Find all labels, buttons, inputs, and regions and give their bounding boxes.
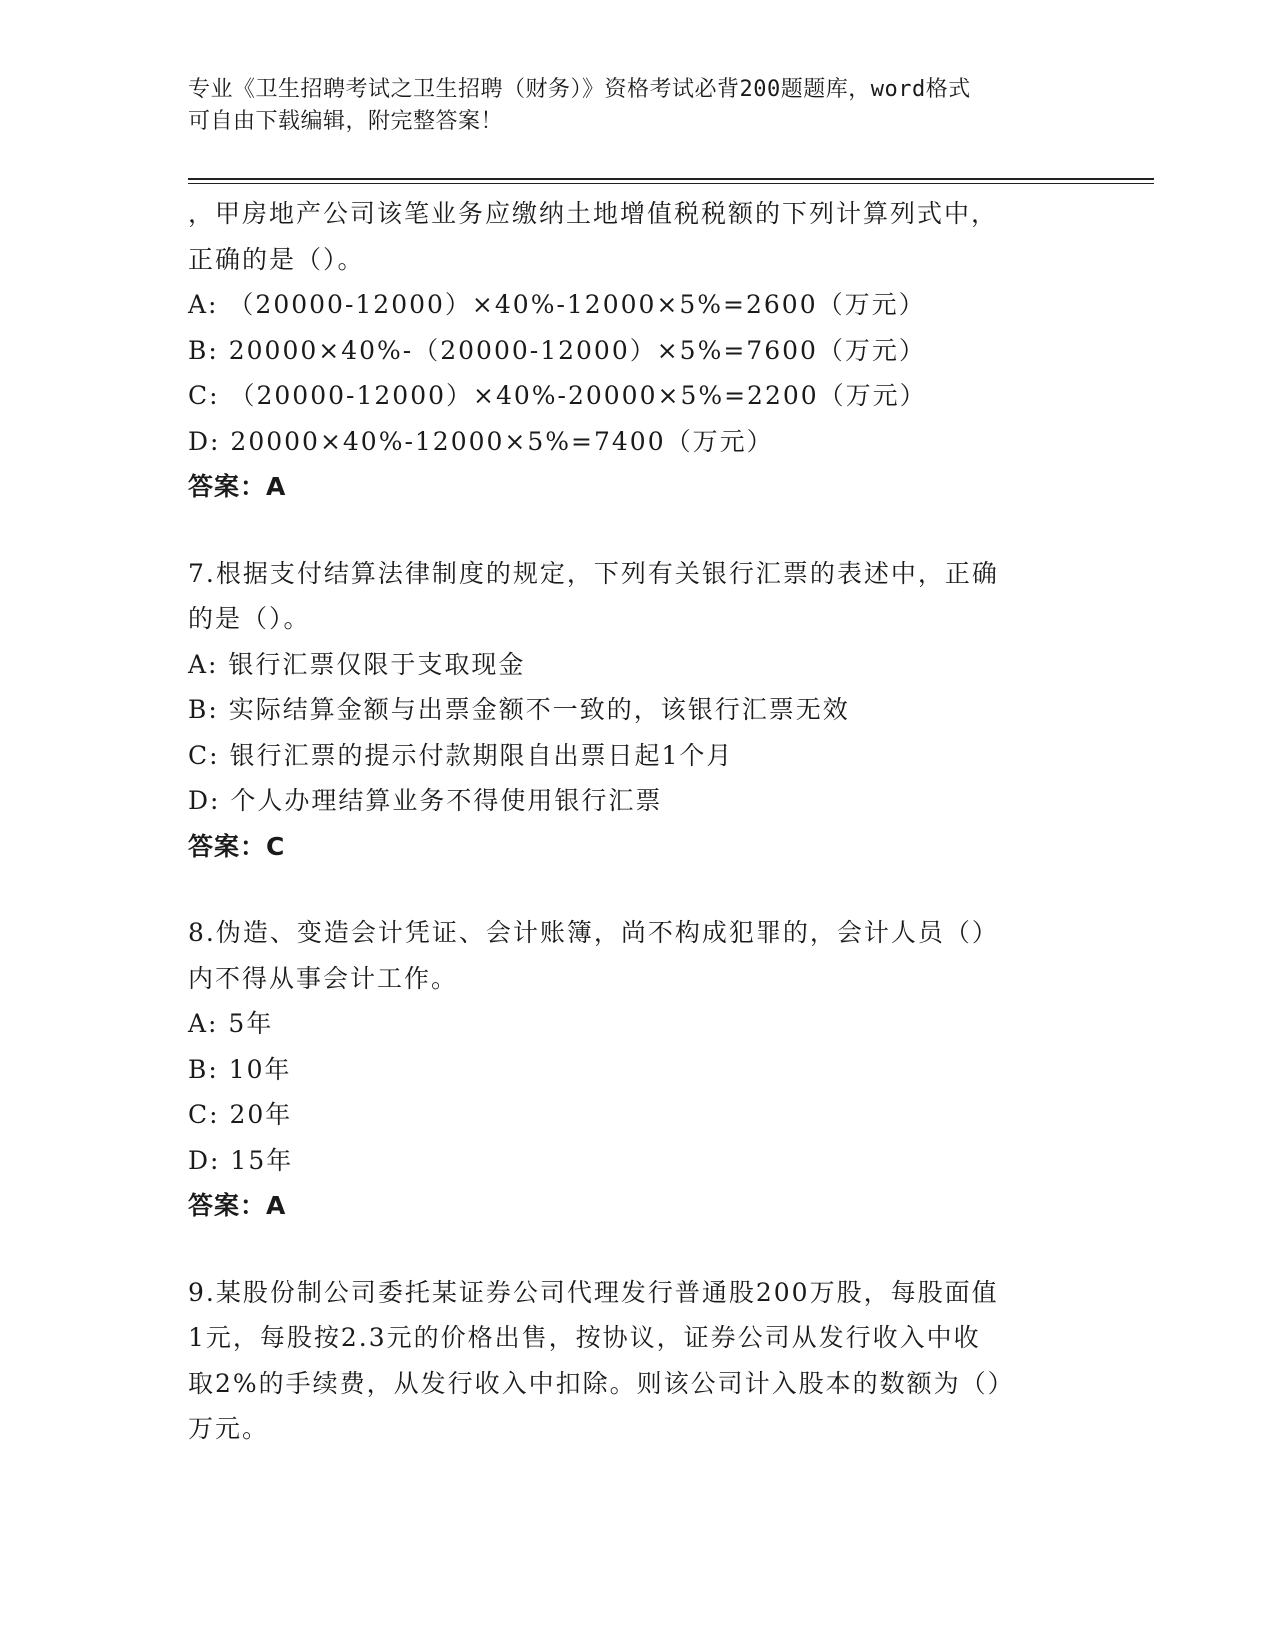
- header-divider: [188, 178, 1154, 180]
- question-stem: 的是（）。: [188, 604, 311, 633]
- option-d: D: 15年: [188, 1145, 294, 1175]
- page-header: [188, 74, 1088, 138]
- question-stem: 7.根据支付结算法律制度的规定，下列有关银行汇票的表述中，正确: [188, 558, 999, 588]
- option-a: A: 银行汇票仅限于支取现金: [188, 649, 526, 679]
- option-b: B: 实际结算金额与出票金额不一致的，该银行汇票无效: [188, 695, 850, 724]
- answer-line: 答案：C: [188, 831, 286, 861]
- option-b: B: 20000×40%-（20000-12000）×5%=7600（万元）: [188, 335, 926, 365]
- answer-line: 答案：A: [188, 1191, 287, 1220]
- header-title-line-2: 可自由下载编辑，附完整答案！: [188, 109, 504, 134]
- option-a: A: 5年: [188, 1009, 274, 1038]
- document-body: [188, 191, 1088, 1452]
- question-9: [188, 1270, 1088, 1452]
- question-stem: 万元。: [188, 1414, 270, 1443]
- question-stem: 内不得从事会计工作。: [188, 963, 459, 993]
- option-b: B: 10年: [188, 1054, 292, 1084]
- question-6: [188, 191, 1088, 510]
- option-d: D: 个人办理结算业务不得使用银行汇票: [188, 786, 663, 815]
- option-c: C: 银行汇票的提示付款期限自出票日起1个月: [188, 740, 734, 770]
- question-stem: ，甲房地产公司该笔业务应缴纳土地增值税税额的下列计算列式中，: [188, 199, 999, 228]
- header-divider-thin: [188, 183, 1154, 184]
- option-c: C: 20年: [188, 1100, 293, 1129]
- question-7: [188, 551, 1088, 870]
- question-stem: 1元，每股按2.3元的价格出售，按协议，证券公司从发行收入中收: [188, 1323, 981, 1352]
- question-stem: 8.伪造、变造会计凭证、会计账簿，尚不构成犯罪的，会计人员（）: [188, 918, 999, 947]
- question-stem: 取2%的手续费，从发行收入中扣除。则该公司计入股本的数额为（）: [188, 1368, 1015, 1398]
- option-d: D: 20000×40%-12000×5%=7400（万元）: [188, 426, 774, 456]
- option-c: C: （20000-12000）×40%-20000×5%=2200（万元）: [188, 381, 927, 410]
- question-stem: 9.某股份制公司委托某证券公司代理发行普通股200万股，每股面值: [188, 1277, 999, 1307]
- header-title-line-1: 专业《卫生招聘考试之卫生招聘（财务）》资格考试必背200题题库，word格式: [188, 77, 971, 102]
- answer-line: 答案：A: [188, 472, 287, 501]
- question-stem: 正确的是（）。: [188, 244, 365, 274]
- option-a: A: （20000-12000）×40%-12000×5%=2600（万元）: [188, 290, 926, 319]
- question-8: [188, 910, 1088, 1229]
